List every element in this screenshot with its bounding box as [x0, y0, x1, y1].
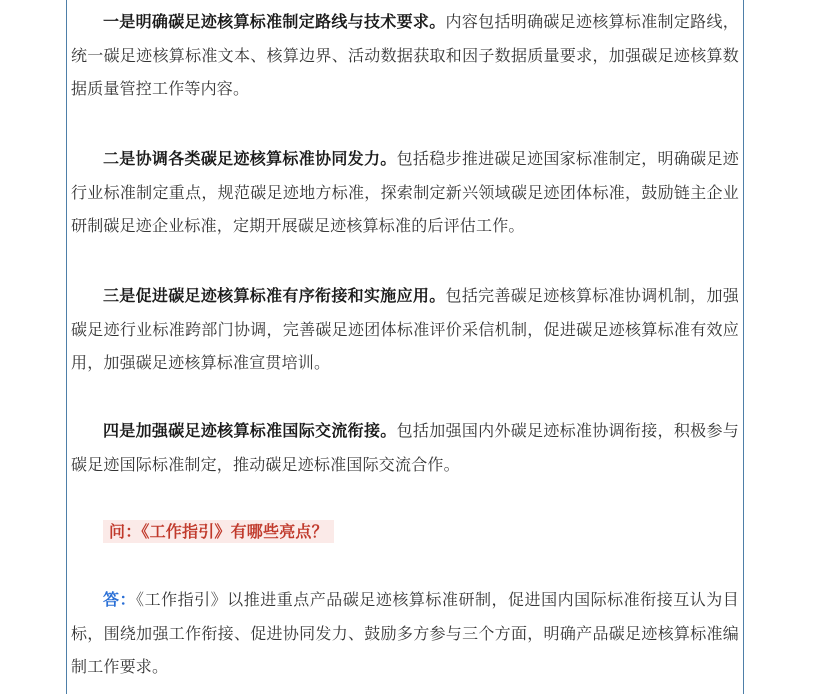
paragraph-2-body: 包括稳步推进碳足迹国家标准制定，明确碳足迹行业标准制定重点，规范碳足迹地方标准，探索制定新兴领域碳足迹团体标准，鼓励链主企业研制碳足迹企业标准，定期开展碳足迹核算标准的后评估工作。 — [71, 149, 739, 235]
paragraph-3 — [71, 279, 739, 380]
question-text: 《工作指引》有哪些亮点？ — [141, 522, 328, 541]
paragraph-1 — [71, 5, 739, 106]
paragraph-4 — [71, 414, 739, 481]
question-highlight — [103, 520, 334, 543]
paragraph-1-body: 内容包括明确碳足迹核算标准制定路线，统一碳足迹核算标准文本、核算边界、活动数据获取和因子数据质量要求，加强碳足迹核算数据质量管控工作等内容。 — [71, 12, 739, 98]
question-paragraph — [71, 515, 739, 549]
paragraph-2 — [71, 142, 739, 243]
paragraph-4-lead: 四是加强碳足迹核算标准国际交流衔接。 — [103, 421, 397, 440]
answer-paragraph — [71, 583, 739, 684]
answer-text: 《工作指引》以推进重点产品碳足迹核算标准研制，促进国内国际标准衔接互认为目标，围绕加强工作衔接、促进协同发力、鼓励多方参与三个方面，明确产品碳足迹核算标准编制工作要求。 — [71, 590, 739, 676]
paragraph-1-lead: 一是明确碳足迹核算标准制定路线与技术要求。 — [103, 12, 446, 31]
paragraph-2-lead: 二是协调各类碳足迹核算标准协同发力。 — [103, 149, 397, 168]
paragraph-3-body: 包括完善碳足迹核算标准协调机制，加强碳足迹行业标准跨部门协调，完善碳足迹团体标准评价采信机制，促进碳足迹核算标准有效应用，加强碳足迹核算标准宣贯培训。 — [71, 286, 739, 372]
paragraph-3-lead: 三是促进碳足迹核算标准有序衔接和实施应用。 — [103, 286, 446, 305]
question-label: 问： — [109, 522, 142, 541]
paragraph-4-body: 包括加强国内外碳足迹标准协调衔接，积极参与碳足迹国际标准制定，推动碳足迹标准国际交流合作。 — [71, 421, 739, 474]
answer-label: 答： — [103, 590, 137, 609]
